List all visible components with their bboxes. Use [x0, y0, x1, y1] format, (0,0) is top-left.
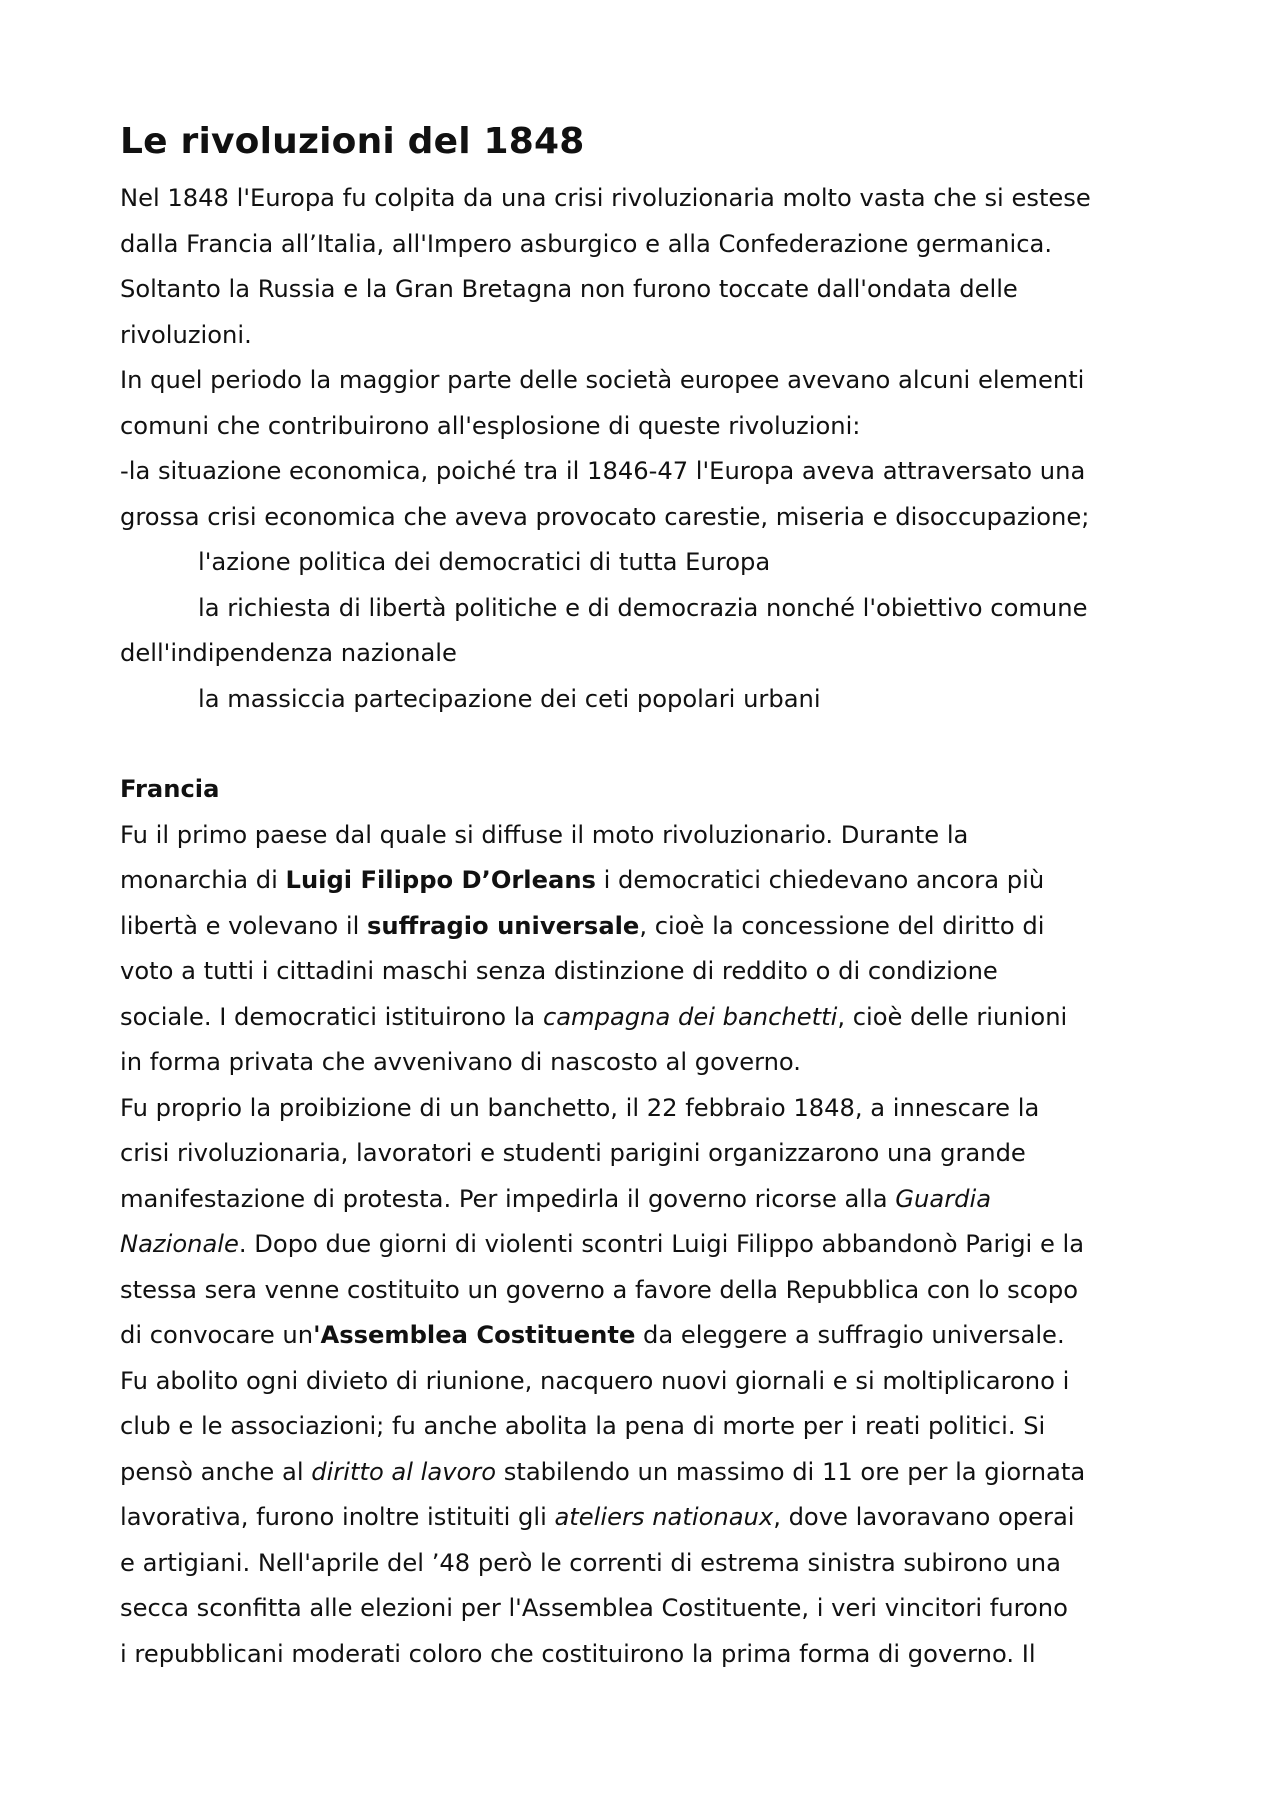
italic-term-banchetti: campagna dei banchetti — [542, 1002, 838, 1031]
causes-list — [120, 540, 1180, 722]
intro-line: dalla Francia all’Italia, all'Impero asburgico e alla Confederazione germanica. — [120, 229, 1053, 258]
paragraph-line: voto a tutti i cittadini maschi senza distinzione di reddito o di condizione — [120, 957, 998, 985]
paragraph-line: club e le associazioni; fu anche abolita la pena di morte per i reati politici. Si — [120, 1412, 1046, 1440]
paragraph-line — [120, 1495, 1180, 1541]
paragraph-line — [120, 1450, 1180, 1496]
text-span: stabilendo un massimo di 11 ore per la giornata — [496, 1457, 1086, 1486]
italic-term-nazionale: Nazionale — [120, 1230, 239, 1258]
text-span: libertà e volevano il — [120, 911, 367, 940]
paragraph-line — [120, 1177, 1180, 1223]
italic-term-diritto-lavoro: diritto al lavoro — [311, 1457, 497, 1486]
text-span: pensò anche al — [120, 1457, 312, 1486]
intro-line: rivoluzioni. — [120, 320, 252, 349]
paragraph-line — [120, 858, 1180, 904]
intro-section — [120, 176, 1180, 540]
paragraph-line: Fu il primo paese dal quale si diffuse il moto rivoluzionario. Durante la — [120, 820, 969, 849]
italic-term-guardia: Guardia — [895, 1184, 992, 1213]
intro-line: Nel 1848 l'Europa fu colpita da una crisi rivoluzionaria molto vasta che si estese — [120, 184, 1091, 212]
page-title: Le rivoluzioni del 1848 — [120, 121, 585, 162]
text-span: , cioè la concessione del diritto di — [639, 911, 1045, 940]
paragraph-line: Fu abolito ogni divieto di riunione, nacquero nuovi giornali e si moltiplicarono i — [120, 1366, 1070, 1395]
text-span: monarchia di — [120, 866, 286, 894]
document-page — [120, 118, 1180, 1677]
list-item: l'azione politica dei democratici di tutta Europa — [198, 548, 771, 576]
text-span: i democratici chiedevano ancora più — [595, 866, 1045, 894]
list-item: la richiesta di libertà politiche e di democrazia nonché l'obiettivo comune — [198, 593, 1088, 622]
text-span: . Dopo due giorni di violenti scontri Luigi Filippo abbandonò Parigi e la — [238, 1230, 1085, 1258]
paragraph-line — [120, 904, 1180, 950]
list-item: la massiccia partecipazione dei ceti popolari urbani — [198, 684, 821, 713]
text-span: , dove lavoravano operai — [773, 1503, 1075, 1531]
list-item-continuation: dell'indipendenza nazionale — [120, 639, 457, 667]
bold-term-luigi-filippo: Luigi Filippo D’Orleans — [285, 866, 596, 894]
text-span: manifestazione di protesta. Per impedirla il governo ricorse alla — [120, 1184, 896, 1213]
paragraph-line — [120, 1222, 1180, 1268]
paragraph-line: stessa sera venne costituito un governo a favore della Repubblica con lo scopo — [120, 1275, 1079, 1304]
bold-term-assemblea: 'Assemblea Costituente — [313, 1321, 636, 1349]
text-span: , cioè delle riunioni — [837, 1002, 1068, 1031]
intro-line: Soltanto la Russia e la Gran Bretagna non furono toccate dall'ondata delle — [120, 275, 1018, 303]
intro-line: grossa crisi economica che aveva provocato carestie, miseria e disoccupazione; — [120, 502, 1090, 531]
section-spacer — [120, 722, 1180, 767]
section-heading: Francia — [120, 775, 220, 803]
paragraph-line: in forma privata che avvenivano di nascosto al governo. — [120, 1048, 801, 1076]
paragraph-line: secca sconfitta alle elezioni per l'Assemblea Costituente, i veri vincitori furono — [120, 1594, 1068, 1622]
paragraph-line: i repubblicani moderati coloro che costituirono la prima forma di governo. Il — [120, 1639, 1036, 1668]
intro-line: In quel periodo la maggior parte delle società europee avevano alcuni elementi — [120, 366, 1085, 394]
text-span: lavorativa, furono inoltre istituiti gli — [120, 1503, 555, 1531]
paragraph-line: Fu proprio la proibizione di un banchetto, il 22 febbraio 1848, a innescare la — [120, 1093, 1040, 1122]
italic-term-ateliers: ateliers nationaux — [554, 1503, 774, 1531]
text-span: sociale. I democratici istituirono la — [120, 1002, 543, 1031]
bold-term-suffragio: suffragio universale — [366, 911, 640, 940]
paragraph-line — [120, 995, 1180, 1041]
text-span: da eleggere a suffragio universale. — [635, 1321, 1065, 1349]
paragraph-line: crisi rivoluzionaria, lavoratori e studenti parigini organizzarono una grande — [120, 1139, 1026, 1167]
text-span: di convocare un — [120, 1321, 314, 1349]
intro-line: -la situazione economica, poiché tra il 1846-47 l'Europa aveva attraversato una — [120, 457, 1086, 485]
francia-section — [120, 767, 1180, 1677]
intro-line: comuni che contribuirono all'esplosione di queste rivoluzioni: — [120, 411, 861, 440]
paragraph-line: e artigiani. Nell'aprile del ’48 però le correnti di estrema sinistra subirono una — [120, 1548, 1061, 1577]
paragraph-line — [120, 1313, 1180, 1359]
